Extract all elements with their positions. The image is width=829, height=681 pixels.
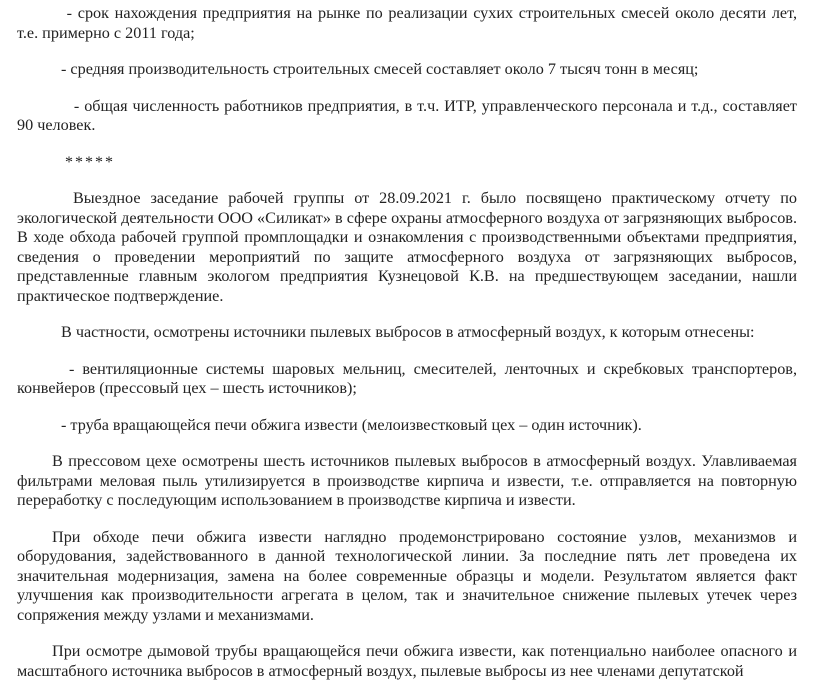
paragraph-staff: - общая численность работников предприятия, в т.ч. ИТР, управленческого персонала и т.д., составляет 90 человек.: [17, 96, 797, 134]
paragraph-kiln-inspection: При обходе печи обжига извести наглядно продемонстрировано состояние узлов, механизмов и оборудования, задействованного в данной технологической линии. За последние пять лет проведена их значительная модернизация, замена на более современные образцы и модели. Результатом является факт улучшения как производительности агрегата в целом, так и значительное снижение пылевых утечек через сопряжения между узлами и механизмами.: [17, 527, 797, 624]
paragraph-ventilation: - вентиляционные системы шаровых мельниц, смесителей, ленточных и скребковых транспортеров, конвейеров (прессовый цех – шесть источников);: [17, 359, 797, 397]
document-body: [17, 0, 797, 681]
paragraph-productivity: - средняя производительность строительных смесей составляет около 7 тысяч тонн в месяц;: [61, 60, 699, 78]
paragraph-field-session: Выездное заседание рабочей группы от 28.09.2021 г. было посвящено практическому отчету по экологической деятельности ООО «Силикат» в сфере охраны атмосферного воздуха от загрязняющих выбросов. В ходе обхода рабочей группой промплощадки и ознакомления с производственными объектами предприятия, сведения о проведении мероприятий по защите атмосферного воздуха от загрязняющих выбросов, представленные главным экологом предприятия Кузнецовой К.В. на предшествующем заседании, нашли практическое подтверждение.: [17, 189, 797, 305]
paragraph-market-term: - срок нахождения предприятия на рынке по реализации сухих строительных смесей около десяти лет, т.е. примерно с 2011 года;: [17, 4, 797, 42]
paragraph-dust-sources: В частности, осмотрены источники пылевых выбросов в атмосферный воздух, к которым отнесены:: [61, 323, 755, 341]
section-separator: *****: [65, 153, 115, 171]
paragraph-kiln-pipe: - труба вращающейся печи обжига извести (мелоизвестковый цех – один источник).: [61, 415, 642, 434]
paragraph-press-shop: В прессовом цехе осмотрены шесть источников пылевых выбросов в атмосферный воздух. Улавливаемая фильтрами меловая пыль утилизируется в производстве кирпича и извести, т.е. отправляется на повторную переработку с последующим использованием в производстве кирпича и извести.: [17, 452, 797, 509]
paragraph-chimney: При осмотре дымовой трубы вращающейся печи обжига извести, как потенциально наиболее опасного и масштабного источника выбросов в атмосферный воздух, пылевые выбросы из нее членами депутатской: [17, 642, 797, 680]
